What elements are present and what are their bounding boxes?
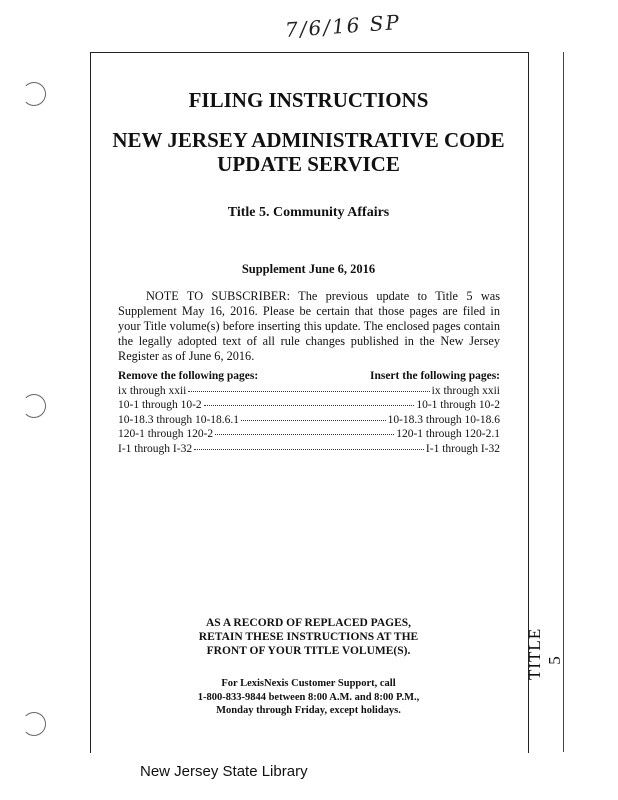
title-tab-label: TITLE 5: [525, 627, 564, 680]
code-title-line2: UPDATE SERVICE: [217, 152, 400, 176]
handwritten-date-note: 7/6/16 SP: [284, 9, 402, 43]
remove-pages: 120-1 through 120-2: [118, 428, 214, 440]
library-stamp: New Jersey State Library: [140, 763, 308, 780]
pages-table: [118, 370, 500, 456]
record-line: AS A RECORD OF REPLACED PAGES,: [205, 617, 412, 629]
dot-leader: [215, 425, 394, 435]
supplement-date: Supplement June 6, 2016: [241, 262, 376, 276]
customer-support-info: [90, 677, 527, 718]
binder-hole-bottom: [22, 712, 46, 736]
binder-hole-top: [22, 82, 46, 106]
subscriber-note: NOTE TO SUBSCRIBER: The previous update to Title 5 was Supplement May 16, 2016. Please be certain that those pages are filed in your Title volume(s) before inserting this update. The enclosed pages contain the legally adopted text of all rule changes published in the New Jersey Register as of June 6, 2016.: [118, 289, 500, 363]
remove-pages: ix through xxii: [118, 384, 187, 397]
support-line: Monday through Friday, except holidays.: [216, 705, 401, 716]
insert-pages: 10-1 through 10-2: [416, 399, 500, 411]
dot-leader: [241, 411, 386, 421]
binder-hole-middle: [22, 394, 46, 418]
dot-leader: [194, 440, 424, 450]
dot-leader: [188, 382, 429, 392]
title-subject: Title 5. Community Affairs: [227, 205, 390, 220]
dot-leader: [204, 396, 415, 406]
remove-pages: 10-1 through 10-2: [118, 399, 202, 411]
remove-header: Remove the following pages:: [118, 370, 259, 382]
insert-pages: ix through xxii: [431, 384, 500, 397]
record-line: FRONT OF YOUR TITLE VOLUME(S).: [206, 645, 411, 657]
insert-pages: 10-18.3 through 10-18.6: [387, 413, 500, 426]
support-phone-hours: 1-800-833-9844 between 8:00 A.M. and 8:00 P.M.,: [197, 691, 420, 703]
insert-pages: I-1 through I-32: [425, 442, 500, 455]
code-title-line1: NEW JERSEY ADMINISTRATIVE CODE: [112, 128, 505, 152]
table-row: [118, 442, 500, 457]
record-instructions: [90, 616, 527, 658]
page-heading: FILING INSTRUCTIONS: [188, 88, 429, 112]
remove-pages: I-1 through I-32: [118, 442, 193, 455]
record-line: RETAIN THESE INSTRUCTIONS AT THE: [198, 631, 419, 643]
insert-header: Insert the following pages:: [369, 370, 500, 382]
support-line: For LexisNexis Customer Support, call: [221, 678, 396, 689]
code-title: [90, 128, 527, 176]
remove-pages: 10-18.3 through 10-18.6.1: [118, 413, 240, 426]
insert-pages: 120-1 through 120-2.1: [396, 428, 500, 440]
